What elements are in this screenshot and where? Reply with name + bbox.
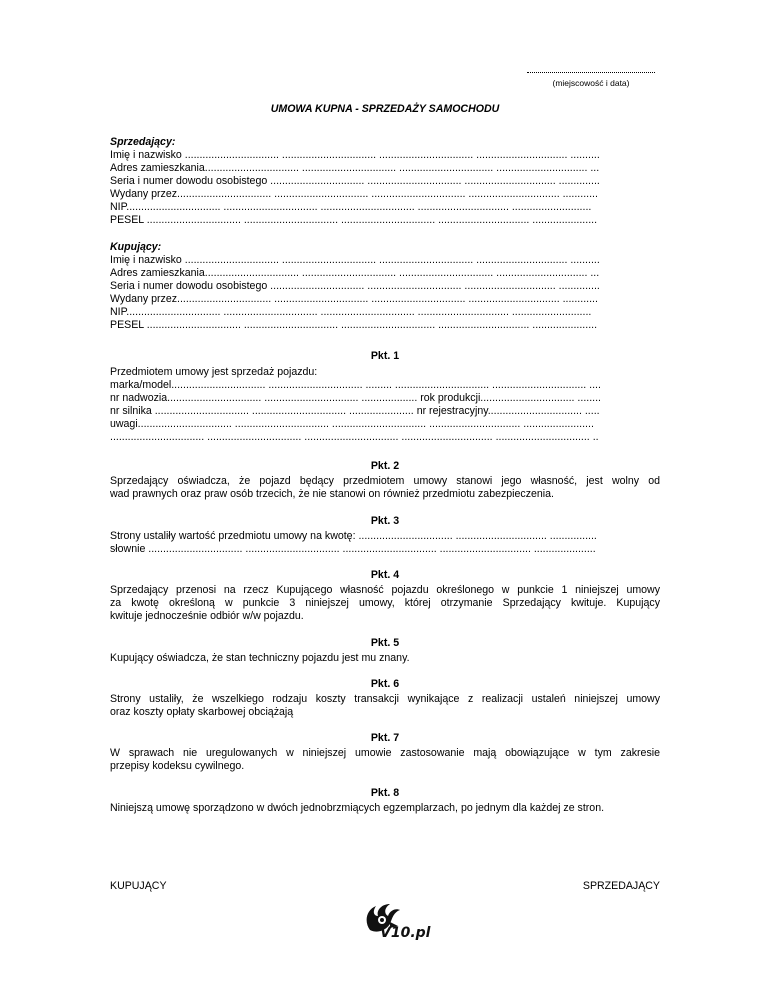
pkt1-intro: Przedmiotem umowy jest sprzedaż pojazdu:: [110, 366, 318, 378]
document-title: UMOWA KUPNA - SPRZEDAŻY SAMOCHODU: [270, 103, 500, 115]
logo-text: V10.pl: [380, 925, 431, 941]
pkt3-heading: Pkt. 3: [370, 515, 400, 527]
buyer-issued-field: Wydany przez................................ ................................ ................................ ............................... ............: [110, 293, 598, 305]
price-field: Strony ustaliły wartość przedmiotu umowy na kwotę: ................................ ............................... ................: [110, 530, 597, 542]
vehicle-engine-field: nr silnika ................................ ................................ ...................... nr rejestracyjny................................ .....: [110, 405, 600, 417]
pkt5-line: Kupujący oświadcza, że stan techniczny pojazdu jest mu znany.: [110, 652, 410, 664]
pkt1-heading: Pkt. 1: [370, 350, 400, 362]
pkt8-heading: Pkt. 8: [370, 787, 400, 799]
vehicle-vin-field: nr nadwozia................................ ................................ ................... rok produkcji................................ ........: [110, 392, 601, 404]
pkt4-heading: Pkt. 4: [370, 569, 400, 581]
seller-issued-field: Wydany przez................................ ................................ ................................ ............................... ............: [110, 188, 598, 200]
place-date-label: (miejscowość i data): [552, 78, 630, 88]
seller-id-field: Seria i numer dowodu osobistego ................................ ................................ ............................... ..............: [110, 175, 600, 187]
phoenix-logo-icon: [360, 900, 431, 941]
seller-address-field: Adres zamieszkania................................ ................................ ................................ ............................... ...: [110, 162, 600, 174]
vehicle-make-field: marka/model................................ ................................ ......... ................................ ................................ ....: [110, 379, 601, 391]
buyer-name-field: Imię i nazwisko ................................ ................................ ................................ ............................... ..........: [110, 254, 600, 266]
pkt7-heading: Pkt. 7: [370, 732, 400, 744]
pkt6-heading: Pkt. 6: [370, 678, 400, 690]
price-words-field: słownie ................................ ................................ ................................ ............................... .....................: [110, 543, 596, 555]
pkt8-line: Niniejszą umowę sporządzono w dwóch jednobrzmiących egzemplarzach, po jednym dla każdej ze stron.: [110, 802, 605, 814]
vehicle-notes-field: uwagi................................ ................................ ................................ ............................... ........................: [110, 418, 594, 430]
seller-signature-label: SPRZEDAJĄCY: [582, 880, 660, 892]
pkt4-line: za kwotę określoną w punkcie 3 niniejszej umowy, której otrzymanie Sprzedający kwituje. Kupujący: [110, 597, 660, 609]
buyer-address-field: Adres zamieszkania................................ ................................ ................................ ............................... ...: [110, 267, 600, 279]
buyer-nip-field: NIP................................ ................................ ................................ ............................... ...........................: [110, 306, 592, 318]
pkt2-line: wad prawnych oraz praw osób trzecich, że nie stanowi on również przedmiotu zabezpieczenia.: [110, 488, 554, 500]
buyer-heading: Kupujący:: [110, 241, 162, 253]
seller-pesel-field: PESEL ................................ ................................ ................................ ............................... ......................: [110, 214, 598, 226]
buyer-pesel-field: PESEL ................................ ................................ ................................ ............................... ......................: [110, 319, 598, 331]
seller-nip-field: NIP................................ ................................ ................................ ............................... ...........................: [110, 201, 592, 213]
buyer-id-field: Seria i numer dowodu osobistego ................................ ................................ ............................... ..............: [110, 280, 600, 292]
pkt2-heading: Pkt. 2: [370, 460, 400, 472]
pkt7-line: przepisy kodeksu cywilnego.: [110, 760, 245, 772]
pkt7-line: W sprawach nie uregulowanych w niniejszej umowie zastosowanie mają obowiązujące w tym zakresie: [110, 747, 660, 759]
pkt4-line: kwituje jednocześnie odbiór w/w pojazdu.: [110, 610, 304, 622]
seller-heading: Sprzedający:: [110, 136, 176, 148]
place-date-line: [527, 72, 655, 73]
pkt2-line: Sprzedający oświadcza, że pojazd będący przedmiotem umowy stanowi jego własność, jest wolny od: [110, 475, 660, 487]
buyer-signature-label: KUPUJĄCY: [110, 880, 167, 892]
pkt5-heading: Pkt. 5: [370, 637, 400, 649]
vehicle-notes-field-2: ................................ ................................ ................................ ............................... ................................ ..: [110, 431, 599, 443]
pkt6-line: Strony ustaliły, że wszelkiego rodzaju koszty transakcji wynikające z realizacji ustaleń niniejszej umowy: [110, 693, 660, 705]
pkt4-line: Sprzedający przenosi na rzecz Kupującego własność pojazdu określonego w punkcie 1 niniejszej umowy: [110, 584, 660, 596]
seller-name-field: Imię i nazwisko ................................ ................................ ................................ ............................... ..........: [110, 149, 600, 161]
pkt6-line: oraz koszty opłaty skarbowej obciążają: [110, 706, 294, 718]
